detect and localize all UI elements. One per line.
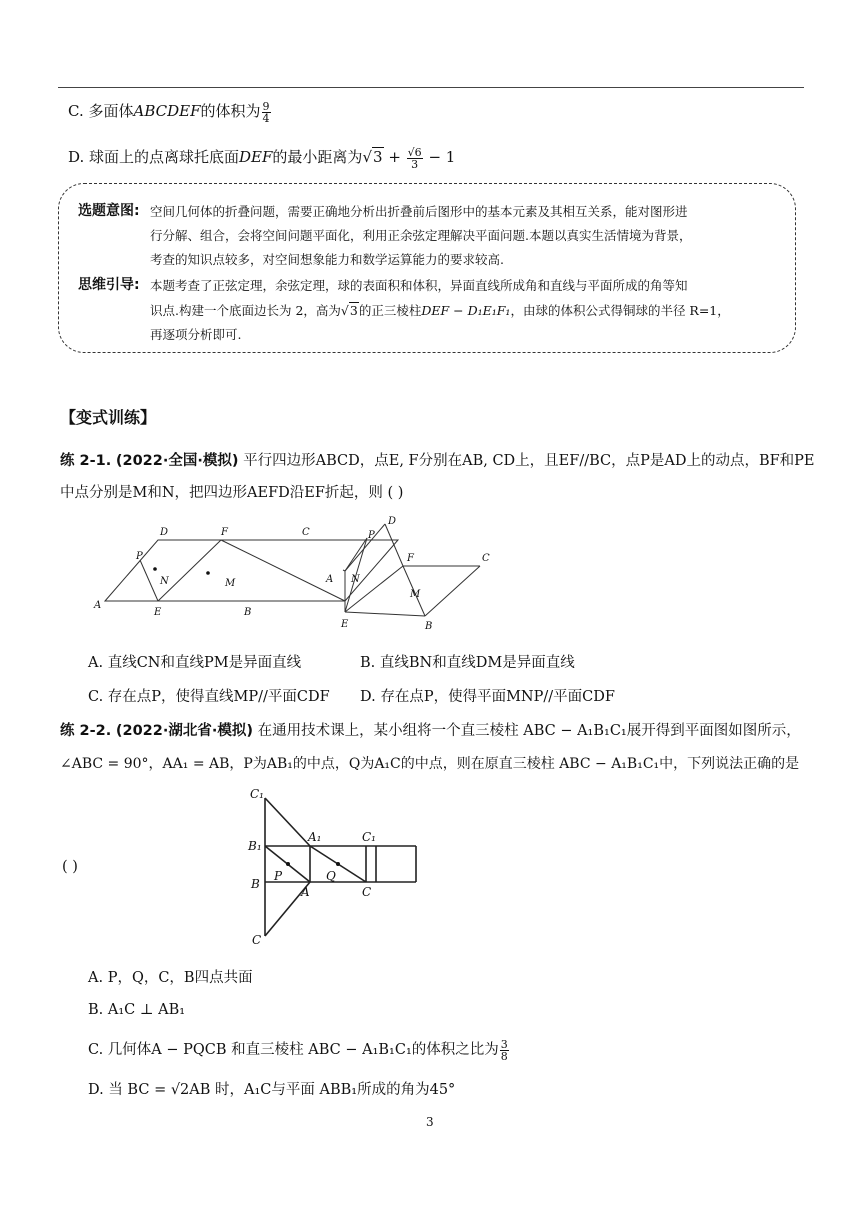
q1-left-ef [158, 540, 221, 601]
q2-label-b1: B₁ [248, 839, 262, 853]
prev-option-c: C. 多面体ABCDEF的体积为 $\frac{9}{4}$ [68, 99, 270, 125]
q1-right-label-b: B [425, 621, 433, 632]
q1-option-c: C. 存在点P，使得直线MP//平面CDF [88, 689, 330, 705]
q1-line-1: 练 2-1. (2022·全国·模拟) 平行四边形ABCD，点E, F分别在AB, CD上，且EF//BC，点P是AD上的动点，BF和PE [60, 453, 815, 469]
q1-right-label-p: P [368, 530, 375, 541]
q2-line-2: ∠ABC = 90°，AA₁ = AB，P为AB₁的中点，Q为A₁C的中点，则在原直三棱柱 ABC − A₁B₁C₁中，下列说法正确的是 [60, 756, 800, 772]
q2-option-c: C. 几何体A − PQCB 和直三棱柱 ABC − A₁B₁C₁的体积之比为 $\frac{3}{8}$ [88, 1037, 508, 1063]
q2-label-c1-right: C₁ [362, 830, 376, 844]
q1-left-label-c: C [302, 527, 310, 538]
q1-left-label-p: P [136, 551, 143, 562]
q1-left-parallelogram [105, 540, 398, 601]
q2-option-a: A. P，Q，C，B四点共面 [88, 970, 253, 986]
q2-paren: ( ) [62, 859, 78, 875]
q2-label-c-bottom: C [252, 933, 262, 947]
q2-option-b: B. A₁C ⊥ AB₁ [88, 1002, 186, 1018]
q2-label-q: Q [326, 869, 336, 883]
q1-right-label-n: N [351, 574, 360, 585]
guide-line-2: 识点.构建一个底面边长为 2，高为√3的正三棱柱DEF − D₁E₁F₁，由球的体积公式得铜球的半径 R=1， [150, 303, 730, 318]
q1-figure [88, 512, 508, 634]
q1-right-label-f: F [407, 553, 414, 564]
q2-label-b: B [251, 877, 260, 891]
q1-option-b: B. 直线BN和直线DM是异面直线 [360, 655, 575, 671]
q2-net-figure [246, 784, 426, 950]
q1-option-d: D. 存在点P，使得平面MNP//平面CDF [360, 689, 615, 705]
q1-line-2: 中点分别是M和N，把四边形AEFD沿EF折起，则 ( ) [60, 485, 404, 501]
intent-label: 选题意图: [78, 203, 140, 219]
q1-left-label-n: N [160, 576, 169, 587]
q1-left-label-b: B [244, 607, 252, 618]
q2-label-a1: A₁ [308, 830, 322, 844]
q1-right-label-c: C [482, 553, 490, 564]
q2-label-c-right: C [362, 885, 372, 899]
q1-right-label-m: M [410, 589, 421, 600]
intent-line-1: 空间几何体的折叠问题，需要正确地分析出折叠前后图形中的基本元素及其相互关系，能对图形进 [150, 204, 688, 219]
q2-option-d: D. 当 BC = √2AB 时，A₁C与平面 ABB₁所成的角为45° [88, 1082, 456, 1098]
intent-line-2: 行分解、组合，会将空间问题平面化，利用正余弦定理解决平面问题.本题以真实生活情境为背景， [150, 228, 692, 243]
q1-option-a: A. 直线CN和直线PM是异面直线 [88, 655, 302, 671]
page-number: 3 [426, 1115, 434, 1129]
q1-right-label-a: A [326, 574, 334, 585]
q1-left-label-m: M [225, 578, 236, 589]
header-rule [58, 87, 804, 88]
q1-left-label-e: E [154, 607, 162, 618]
q1-right-label-e: E [341, 619, 349, 630]
q2-label-a: A [301, 885, 310, 899]
prev-option-d: D. 球面上的点离球托底面DEF的最小距离为√3 + $\frac{√6}{3}$ − 1 [68, 145, 456, 171]
guide-label: 思维引导: [78, 277, 140, 293]
section-title: 【变式训练】 [60, 408, 157, 427]
q2-line-1: 练 2-2. (2022·湖北省·模拟) 在通用技术课上，某小组将一个直三棱柱 ABC − A₁B₁C₁展开得到平面图如图所示， [60, 723, 801, 739]
q1-right-label-d: D [388, 516, 397, 527]
q1-left-label-d: D [160, 527, 169, 538]
guide-line-1: 本题考查了正弦定理，余弦定理，球的表面积和体积，异面直线所成角和直线与平面所成的角等知 [150, 278, 688, 293]
q2-label-c1-top: C₁ [250, 787, 264, 801]
intent-line-3: 考查的知识点较多，对空间想象能力和数学运算能力的要求较高. [150, 252, 504, 267]
guide-line-3: 再逐项分析即可. [150, 327, 242, 342]
q1-left-label-f: F [221, 527, 228, 538]
q2-label-p: P [274, 869, 283, 883]
q1-left-label-a: A [94, 600, 102, 611]
